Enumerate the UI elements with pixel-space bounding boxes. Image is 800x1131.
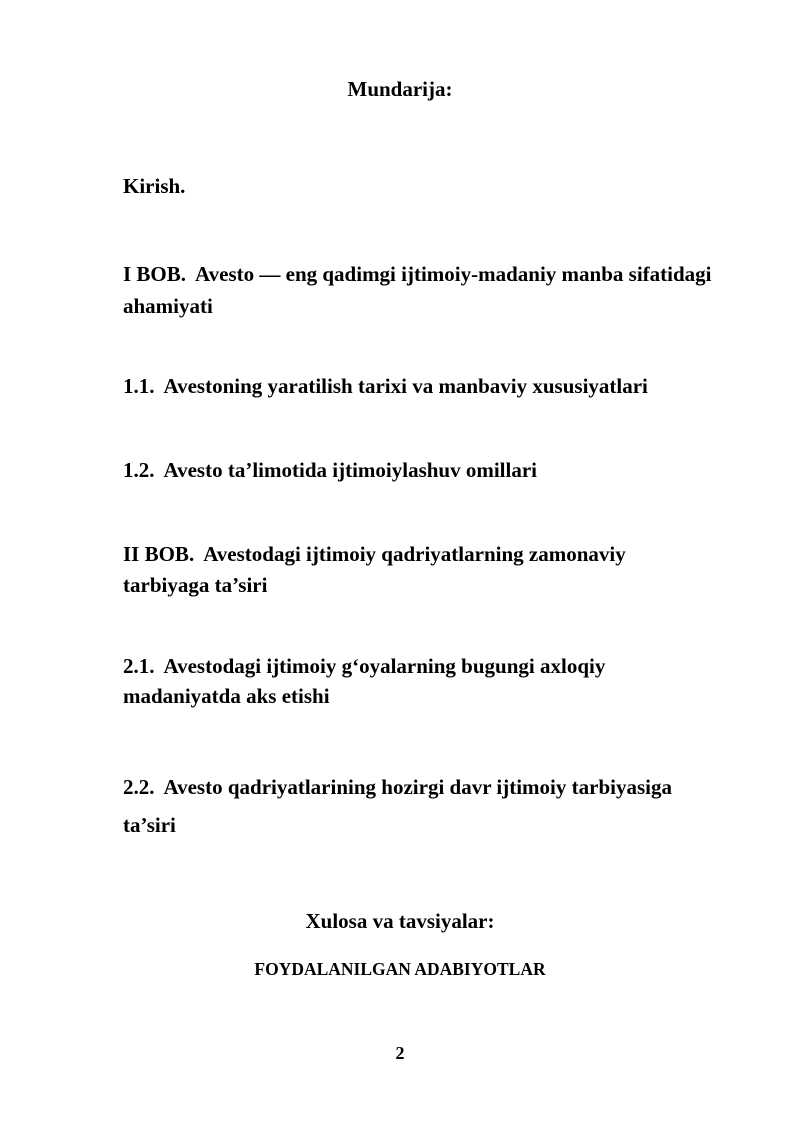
toc-entry-section-1-2-label: 1.2. [123, 458, 155, 482]
page-number: 2 [395, 1043, 405, 1063]
toc-entry-section-2-1-continued: madaniyatda aks etishi [123, 684, 330, 708]
toc-entry-chapter-2 [123, 538, 626, 570]
toc-entry-section-1-1 [123, 370, 648, 402]
toc-entry-chapter-2-title: Avestodagi ijtimoiy qadriyatlarning zamonaviy [203, 542, 626, 566]
toc-entry-section-1-2 [123, 454, 537, 486]
toc-entry-chapter-1 [123, 258, 712, 290]
toc-entry-section-2-1 [123, 650, 605, 682]
toc-entry-chapter-1-label: I BOB. [123, 262, 187, 286]
toc-entry-section-2-2-continued: ta’siri [123, 813, 176, 837]
toc-entry-section-1-1-title: Avestoning yaratilish tarixi va manbaviy xususiyatlari [163, 374, 648, 398]
toc-entry-section-2-2-title: Avesto qadriyatlarining hozirgi davr ijtimoiy tarbiyasiga [163, 775, 672, 799]
toc-entry-section-2-2-label: 2.2. [123, 775, 155, 799]
toc-entry-chapter-1-title: Avesto — eng qadimgi ijtimoiy-madaniy manba sifatidagi [195, 262, 712, 286]
toc-entry-section-2-1-label: 2.1. [123, 654, 155, 678]
toc-entry-chapter-1-continued: ahamiyati [123, 294, 213, 318]
toc-entry-intro: Kirish. [123, 174, 186, 198]
toc-entry-chapter-2-continued: tarbiyaga ta’siri [123, 573, 268, 597]
toc-entry-section-1-2-title: Avesto ta’limotida ijtimoiylashuv omillari [163, 458, 537, 482]
toc-entry-references: FOYDALANILGAN ADABIYOTLAR [254, 959, 546, 979]
toc-entry-chapter-2-label: II BOB. [123, 542, 195, 566]
toc-entry-section-2-1-title: Avestodagi ijtimoiy g‘oyalarning bugungi axloqiy [163, 654, 606, 678]
toc-entry-conclusion: Xulosa va tavsiyalar: [305, 909, 495, 933]
page-title: Mundarija: [347, 77, 453, 101]
toc-entry-section-2-2 [123, 771, 672, 803]
toc-entry-section-1-1-label: 1.1. [123, 374, 155, 398]
